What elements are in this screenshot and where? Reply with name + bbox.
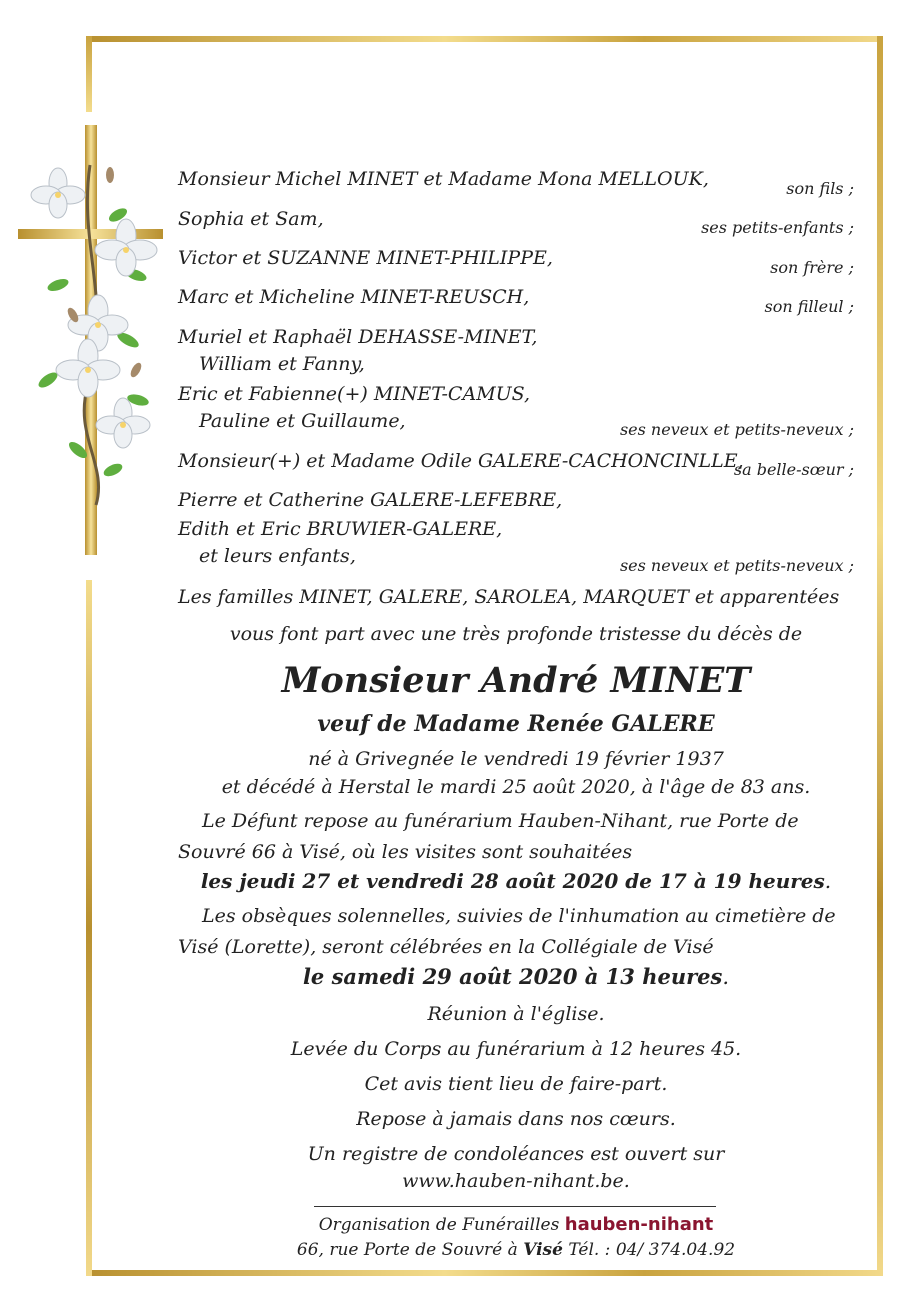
deceased-died: et décédé à Herstal le mardi 25 août 2020, à l'âge de 83 ans. [221, 776, 811, 798]
family-relation-2: ses petits-enfants ; [701, 218, 854, 237]
funeral-date: le samedi 29 août 2020 à 13 heures [302, 964, 723, 989]
footer-address-prefix: 66, rue Porte de Souvré à [296, 1240, 518, 1260]
note-levee: Levée du Corps au funérarium à 12 heures 45. [290, 1038, 742, 1060]
family-relation-3: son frère ; [770, 258, 854, 277]
family-relation-9: sa belle-sœur ; [733, 460, 854, 479]
gold-frame-left-bottom [86, 580, 92, 1276]
family-relation-12: ses neveux et petits-neveux ; [619, 556, 854, 575]
gold-frame-bottom [86, 1270, 883, 1276]
family-line-2: Sophia et Sam, [178, 208, 324, 230]
family-relation-8: ses neveux et petits-neveux ; [619, 420, 854, 439]
family-line-7: Eric et Fabienne(+) MINET-CAMUS, [178, 383, 531, 405]
deceased-widower: veuf de Madame Renée GALERE [317, 711, 715, 737]
family-line-10: Pierre et Catherine GALERE-LEFEBRE, [178, 489, 563, 511]
family-line-8: Pauline et Guillaume, [199, 410, 406, 432]
visitation-when: les jeudi 27 et vendredi 28 août 2020 de 17 à 19 heures. [200, 869, 832, 893]
deceased-born: né à Grivegnée le vendredi 19 février 1937 [308, 748, 724, 770]
funeral-when: le samedi 29 août 2020 à 13 heures. [302, 964, 730, 989]
brand-logo: hauben-nihant [564, 1214, 714, 1235]
family-line-4: Marc et Micheline MINET-REUSCH, [178, 286, 530, 308]
footer-phone: Tél. : 04/ 374.04.92 [568, 1240, 736, 1260]
note-faire-part: Cet avis tient lieu de faire-part. [364, 1073, 668, 1095]
footer-address [178, 1240, 854, 1260]
family-line-1: Monsieur Michel MINET et Madame Mona MELLOUK, [178, 168, 709, 190]
note-reunion: Réunion à l'église. [427, 1003, 605, 1025]
family-line-3: Victor et SUZANNE MINET-PHILIPPE, [178, 247, 553, 269]
family-line-11: Edith et Eric BRUWIER-GALERE, [178, 518, 503, 540]
footer-org [178, 1214, 854, 1235]
cross-with-flowers-ornament [18, 125, 168, 565]
deceased-name: Monsieur André MINET [281, 660, 751, 701]
family-line-5: Muriel et Raphaël DEHASSE-MINET, [178, 326, 538, 348]
gold-frame-right [877, 36, 883, 1276]
visitation-dates: les jeudi 27 et vendredi 28 août 2020 de 17 à 19 heures [200, 869, 825, 893]
announcement: vous font part avec une très profonde tristesse du décès de [229, 623, 803, 645]
footer-divider [314, 1206, 716, 1207]
family-line-6: William et Fanny, [199, 353, 365, 375]
note-repose: Repose à jamais dans nos cœurs. [356, 1108, 676, 1130]
funeral-text: Les obsèques solennelles, suivies de l'inhumation au cimetière de Visé (Lorette), seront célébrées en la Collégiale de Visé [178, 905, 836, 958]
website-link[interactable]: www.hauben-nihant.be. [402, 1170, 630, 1192]
footer-city: Visé [523, 1240, 563, 1260]
visitation-text: Le Défunt repose au funérarium Hauben-Nihant, rue Porte de Souvré 66 à Visé, où les visites sont souhaitées [178, 810, 799, 863]
family-line-12: et leurs enfants, [199, 545, 356, 567]
family-line-13: Les familles MINET, GALERE, SAROLEA, MARQUET et apparentées [178, 586, 840, 608]
family-relation-1: son fils ; [786, 179, 854, 198]
family-relation-4: son filleul ; [764, 297, 854, 316]
gold-frame-top [86, 36, 883, 42]
family-line-9: Monsieur(+) et Madame Odile GALERE-CACHONCINLLE, [178, 450, 744, 472]
note-registre: Un registre de condoléances est ouvert sur [307, 1143, 725, 1165]
gold-frame-left-top [86, 36, 92, 112]
footer-org-label: Organisation de Funérailles [318, 1215, 560, 1235]
